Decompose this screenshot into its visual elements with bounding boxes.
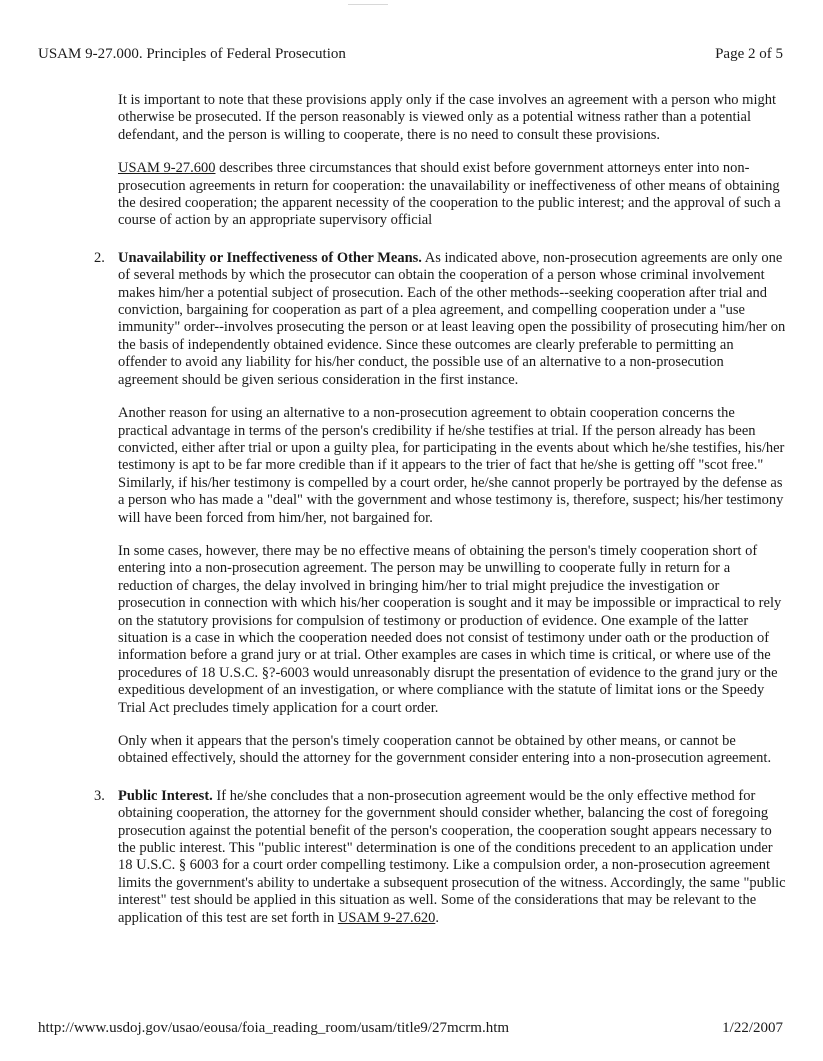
section-2-number: 2. [94,249,105,266]
page-footer [38,1020,783,1037]
section-3 [94,787,786,927]
intro-paragraph-2-text: describes three circumstances that should exist before government attorneys enter into non-prosecution agreements in return for cooperation: the unavailability or ineffectiveness of other means of obtaining the desired cooperation; the apparent necessity of the cooperation to the public interest; and the approval of such a course of action by an appropriate supervisory official [118,160,781,229]
usam-600-link[interactable]: USAM 9-27.600 [118,160,216,177]
section-3-heading: Public Interest. [118,787,213,804]
section-2-paragraph-2: Another reason for using an alternative to a non-prosecution agreement to obtain cooperation concerns the practical advantage in terms of the person's credibility if he/she testifies at trial. If the person already has been convicted, either after trial or upon a guilty plea, for participating in the events about which he/she testifies, his/her testimony is apt to be far more credible than if it appears to the trier of fact that he/she is getting off "scot free." Similarly, if his/her testimony is compelled by a court order, he/she cannot properly be portrayed by the defense as a person who has made a "deal" with the government and whose testimony is, therefore, suspect; his/her testimony will have been forced from him/her, not bargained for. [118,405,785,526]
section-3-paragraph-1-text: If he/she concludes that a non-prosecution agreement would be the only effective method for obtaining cooperation, the attorney for the government should consider whether, balancing the cost of foregoing prosecution against the potential benefit of the person's cooperation, the cooperation sought appears necessary to the public interest. This "public interest" determination is one of the conditions precedent to an application under 18 U.S.C. § 6003 for a court order compelling testimony. Like a compulsion order, a non-prosecution agreement limits the government's ability to undertake a subsequent prosecution of the witness. Accordingly, the same "public interest" test should be applied in this situation as well. Some of the considerations that may be relevant to the application of this test are set forth in [118,787,786,926]
intro-paragraph-2 [118,160,786,230]
scan-mark [348,4,388,5]
page-header [38,46,783,63]
print-date: 1/22/2007 [722,1020,783,1036]
section-2-paragraph-4: Only when it appears that the person's timely cooperation cannot be obtained by other means, or cannot be obtained effectively, should the attorney for the government consider entering into a non-prosecution agreement. [118,733,772,767]
usam-620-link[interactable]: USAM 9-27.620 [337,909,436,926]
section-2-paragraph-1 [118,250,786,389]
section-2-heading: Unavailability or Ineffectiveness of Other Means. [118,249,422,266]
document-title: USAM 9-27.000. Principles of Federal Prosecution [38,46,346,62]
section-3-end: . [435,909,439,926]
section-2-paragraph-1-text: As indicated above, non-prosecution agreements are only one of several methods by which the prosecutor can obtain the cooperation of a person whose criminal involvement makes him/her a potential subject of prosecution. Each of the other methods--seeking cooperation after trial and conviction, bargaining for cooperation as part of a plea agreement, and compelling cooperation under a "use immunity" order--involves prosecuting the person or at least leaving open the possibility of prosecuting him/her on the basis of independently obtained evidence. Since these outcomes are clearly preferable to permitting an offender to avoid any liability for his/her conduct, the possible use of an alternative to a non-prosecution agreement should be given serious consideration in the first instance. [118,249,786,388]
intro-paragraph: It is important to note that these provisions apply only if the case involves an agreement with a person who might otherwise be prosecuted. If the person reasonably is viewed only as a potential witness rather than a potential defendant, and the person is willing to cooperate, there is no need to consult these provisions. [118,92,777,143]
page-number: Page 2 of 5 [715,46,783,62]
section-2-paragraph-3: In some cases, however, there may be no effective means of obtaining the person's timely cooperation short of entering into a non-prosecution agreement. The person may be unwilling to cooperate fully in return for a reduction of charges, the delay involved in bringing him/her to trial might prejudice the investigation or prosecution in connection with which his/her cooperation is sought and it may be impossible or impractical to rely on the statutory provisions for compulsion of testimony or production of evidence. One example of the latter situation is a case in which the cooperation needed does not consist of testimony under oath or the production of information before a grand jury or at trial. Other examples are cases in which time is critical, or where use of the procedures of 18 U.S.C. §?-6003 would unreasonably disrupt the presentation of evidence to the grand jury or the expeditious development of an investigation, or where compliance with the statute of limitat ions or the Speedy Trial Act precludes timely application for a court order. [118,542,782,716]
section-2 [94,249,786,768]
section-3-paragraph-1 [118,788,786,927]
section-3-number: 3. [94,787,105,804]
page-body [94,92,786,927]
source-url: http://www.usdoj.gov/usao/eousa/foia_reading_room/usam/title9/27mcrm.htm [38,1020,510,1036]
